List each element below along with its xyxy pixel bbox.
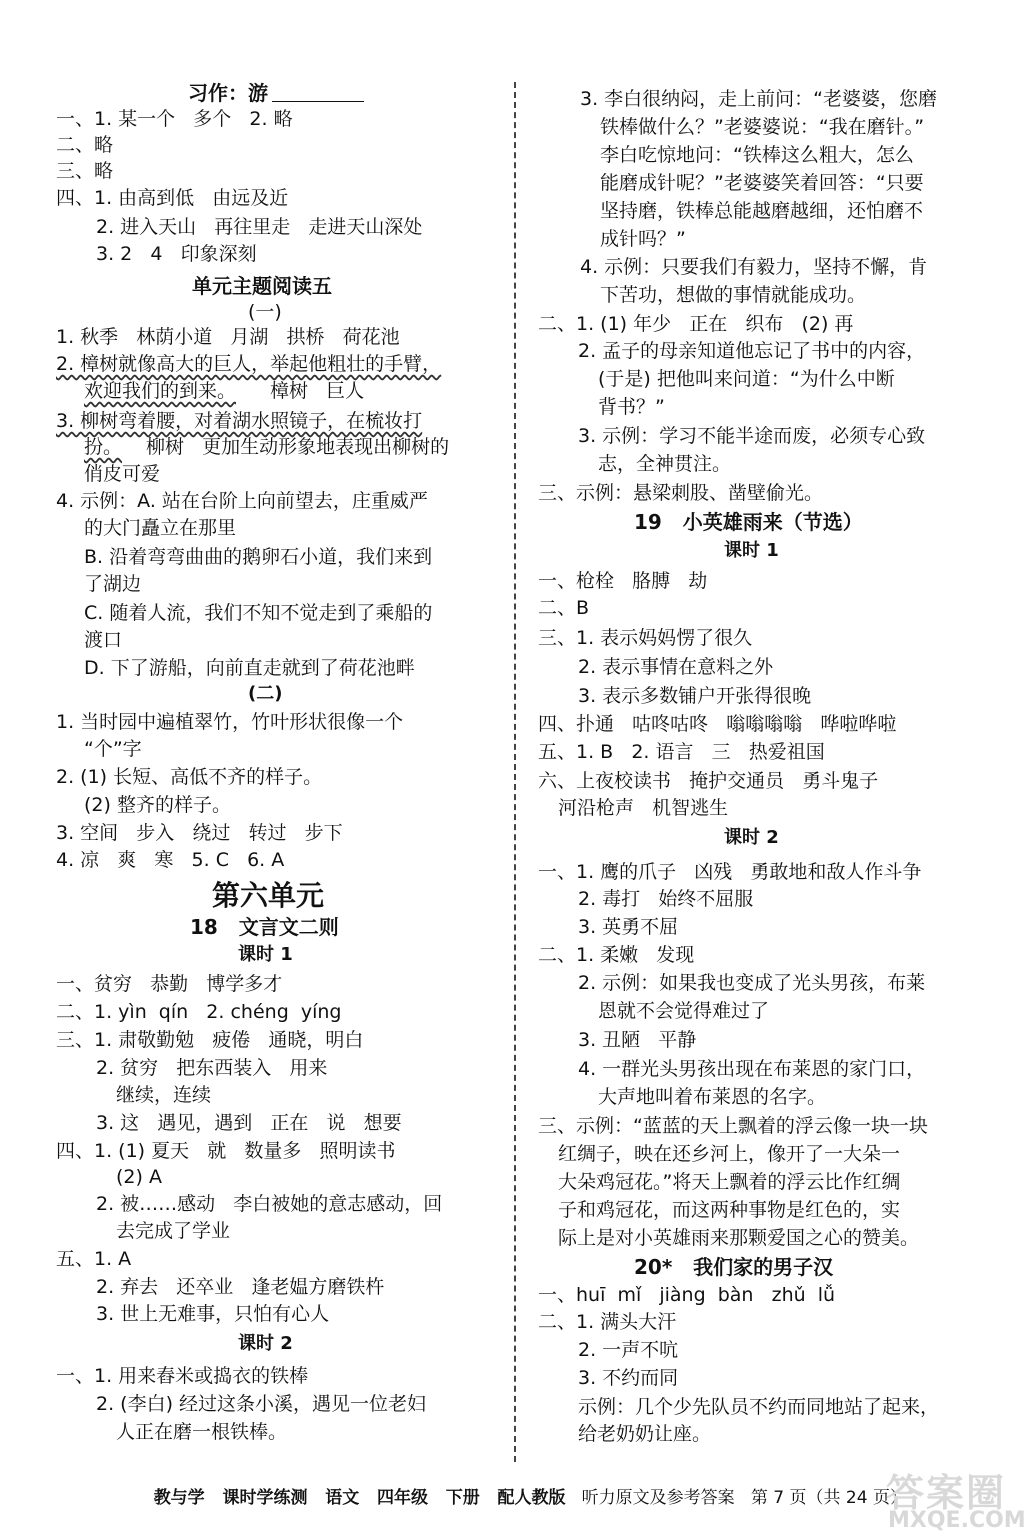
watermark-logo xyxy=(878,1462,1028,1532)
right-line: 成针吗？” xyxy=(600,228,686,250)
left-line: 二、1. yìn qín 2. chéng yíng xyxy=(56,1001,342,1023)
left-line: 四、1. (1) 夏天 就 数量多 照明读书 xyxy=(56,1140,396,1162)
left-line: 2. (李白) 经过这条小溪，遇见一位老妇 xyxy=(96,1393,427,1415)
right-line: 3. 丑陋 平静 xyxy=(578,1029,697,1051)
right-line: 3. 英勇不屈 xyxy=(578,916,679,938)
left-line: 2. 樟树就像高大的巨人，举起他粗壮的手臂， xyxy=(56,353,442,375)
right-line: 2. 孟子的母亲知道他忘记了书中的内容， xyxy=(578,340,926,362)
left-line: 去完成了学业 xyxy=(116,1220,231,1242)
left-line: 人正在磨一根铁棒。 xyxy=(116,1421,288,1443)
left-line: 3. 2 4 印象深刻 xyxy=(96,243,257,265)
right-line: 4. 示例：只要我们有毅力，坚持不懈，肯 xyxy=(580,256,928,278)
left-line: 三、1. 肃敬勤勉 疲倦 通晓，明白 xyxy=(56,1029,364,1051)
left-line: 4. 凉 爽 寒 5. C 6. A xyxy=(56,849,285,871)
left-line: 继续，连续 xyxy=(116,1084,212,1106)
left-line: 3. 柳树弯着腰，对着湖水照镜子，在梳妆打 xyxy=(56,410,423,432)
left-line: D. 下了游船，向前直走就到了荷花池畔 xyxy=(84,657,415,679)
right-line: 给老奶奶让座。 xyxy=(578,1423,712,1445)
left-line: 3. 世上无难事，只怕有心人 xyxy=(96,1303,330,1325)
right-line: 4. 一群光头男孩出现在布莱恩的家门口， xyxy=(578,1058,926,1080)
left-line: 习作：游 xyxy=(188,81,268,105)
left-line: 1. 当时园中遍植翠竹，竹叶形状很像一个 xyxy=(56,711,404,733)
right-line: 二、1. 满头大汗 xyxy=(538,1311,677,1333)
right-line: 一、huī mǐ jiàng bàn zhǔ lǚ xyxy=(538,1284,836,1306)
right-line: 子和鸡冠花，而这两种事物是红色的，实 xyxy=(558,1199,901,1221)
watermark-url: MXQE.COM xyxy=(888,1508,1026,1533)
right-line: 2. 毒打 始终不屈服 xyxy=(578,888,754,910)
right-line: 一、1. 鹰的爪子 凶残 勇敢地和敌人作斗争 xyxy=(538,861,922,883)
left-line: C. 随着人流，我们不知不觉走到了乘船的 xyxy=(84,602,433,624)
right-line: 大朵鸡冠花。”将天上飘着的浮云比作红绸 xyxy=(558,1171,901,1193)
right-line: 五、1. B 2. 语言 三 热爱祖国 xyxy=(538,741,825,763)
right-line: 二、1. 柔嫩 发现 xyxy=(538,944,695,966)
left-line: “个”字 xyxy=(84,738,142,760)
left-line: 2. 进入天山 再往里走 走进天山深处 xyxy=(96,216,423,238)
right-line: 3. 不约而同 xyxy=(578,1367,679,1389)
left-line: 扮。 xyxy=(84,436,123,458)
left-line: 三、略 xyxy=(56,160,114,182)
right-line: 3. 李白很纳闷，走上前问：“老婆婆，您磨 xyxy=(580,88,938,110)
right-line: (于是) 把他叫来问道：“为什么中断 xyxy=(598,368,895,390)
right-line: 课时 2 xyxy=(724,827,779,848)
right-line: 四、扑通 咕咚咕咚 嗡嗡嗡嗡 哗啦哗啦 xyxy=(538,713,897,735)
left-line: 一、1. 用来舂米或捣衣的铁棒 xyxy=(56,1365,309,1387)
left-line: 一、贫穷 恭勤 博学多才 xyxy=(56,973,283,995)
right-line: 三、示例：“蓝蓝的天上飘着的浮云像一块一块 xyxy=(538,1115,928,1137)
right-line: 恩就不会觉得难过了 xyxy=(598,1000,770,1022)
left-line: 3. 空间 步入 绕过 转过 步下 xyxy=(56,822,343,844)
right-line: 下苦功，想做的事情就能成功。 xyxy=(600,284,867,306)
title-blank-line xyxy=(272,101,364,102)
right-line: 大声地叫着布莱恩的名字。 xyxy=(598,1086,827,1108)
right-line: 背书？” xyxy=(598,396,665,418)
left-line: 五、1. A xyxy=(56,1248,132,1270)
right-line: 课时 1 xyxy=(724,540,779,561)
left-line: 2. 弃去 还卒业 逢老媪方磨铁杵 xyxy=(96,1276,385,1298)
right-line: 河沿枪声 机智逃生 xyxy=(558,797,729,819)
column-divider xyxy=(514,82,516,1462)
left-line: 俏皮可爱 xyxy=(84,463,161,485)
left-line: 2. 贫穷 把东西装入 用来 xyxy=(96,1057,328,1079)
right-line: 能磨成针呢？”老婆婆笑着回答：“只要 xyxy=(600,172,924,194)
right-line: 铁棒做什么？”老婆婆说：“我在磨针。” xyxy=(600,116,925,138)
watermark-text: 答案圈 xyxy=(886,1471,1007,1515)
left-line: 2. 被……感动 李白被她的意志感动，回 xyxy=(96,1193,443,1215)
left-line: 课时 2 xyxy=(238,1333,293,1354)
right-line: 三、示例：悬梁刺股、凿壁偷光。 xyxy=(538,482,824,504)
right-line: 志，全神贯注。 xyxy=(598,453,732,475)
left-line: 的大门矗立在那里 xyxy=(84,517,237,539)
right-line: 3. 表示多数铺户开张得很晚 xyxy=(578,685,812,707)
left-line: B. 沿着弯弯曲曲的鹅卵石小道，我们来到 xyxy=(84,546,433,568)
right-line: 2. 表示事情在意料之外 xyxy=(578,656,774,678)
right-line: 3. 示例：学习不能半途而废，必须专心致 xyxy=(578,425,926,447)
left-line: 18 文言文二则 xyxy=(190,915,339,939)
footer-book-info: 教与学 课时学练测 语文 四年级 下册 配人教版 xyxy=(153,1488,566,1508)
right-line: 2. 一声不吭 xyxy=(578,1339,679,1361)
left-line: 柳树 更加生动形象地表现出柳树的 xyxy=(146,436,450,458)
left-line: (一) xyxy=(248,301,282,323)
page-footer xyxy=(130,1465,907,1531)
left-line: 樟树 巨人 xyxy=(270,380,365,402)
left-line: 第六单元 xyxy=(212,879,325,912)
left-line: 四、1. 由高到低 由远及近 xyxy=(56,187,289,209)
right-line: 三、1. 表示妈妈愣了很久 xyxy=(538,627,753,649)
right-line: 李白吃惊地问：“铁棒这么粗大，怎么 xyxy=(600,144,914,166)
left-line: (二) xyxy=(248,683,283,704)
left-line: 二、略 xyxy=(56,134,114,156)
left-line: 一、1. 某一个 多个 2. 略 xyxy=(56,108,293,130)
right-line: 红绸子，映在还乡河上，像开了一大朵一 xyxy=(558,1143,901,1165)
left-line: 4. 示例：A. 站在台阶上向前望去，庄重威严 xyxy=(56,490,428,512)
right-line: 20* 我们家的男子汉 xyxy=(634,1255,834,1279)
right-line: 坚持磨，铁棒总能越磨越细，还怕磨不 xyxy=(600,200,924,222)
left-line: 欢迎我们的到来。 xyxy=(84,380,237,402)
right-line: 示例：几个少先队员不约而同地站了起来， xyxy=(578,1396,940,1418)
right-line: 六、上夜校读书 掩护交通员 勇斗鬼子 xyxy=(538,770,879,792)
left-line: 课时 1 xyxy=(238,944,293,965)
left-line: 3. 这 遇见，遇到 正在 说 想要 xyxy=(96,1112,402,1134)
left-line: 了湖边 xyxy=(84,573,142,595)
right-line: 二、1. (1) 年少 正在 织布 (2) 再 xyxy=(538,313,854,335)
footer-page-info: 听力原文及参考答案 第 7 页（共 24 页） xyxy=(565,1488,907,1508)
left-line: 2. (1) 长短、高低不齐的样子。 xyxy=(56,766,323,788)
left-line: 单元主题阅读五 xyxy=(192,274,332,298)
right-line: 一、枪栓 胳膊 劫 xyxy=(538,570,708,592)
left-line: (2) A xyxy=(116,1166,162,1188)
right-line: 二、B xyxy=(538,597,590,619)
right-line: 19 小英雄雨来（节选） xyxy=(634,510,863,534)
right-line: 际上是对小英雄雨来那颗爱国之心的赞美。 xyxy=(558,1227,920,1249)
left-line: 渡口 xyxy=(84,629,123,651)
left-line: 1. 秋季 林荫小道 月湖 拱桥 荷花池 xyxy=(56,326,400,348)
right-line: 2. 示例：如果我也变成了光头男孩，布莱 xyxy=(578,972,926,994)
left-line: (2) 整齐的样子。 xyxy=(84,794,231,816)
